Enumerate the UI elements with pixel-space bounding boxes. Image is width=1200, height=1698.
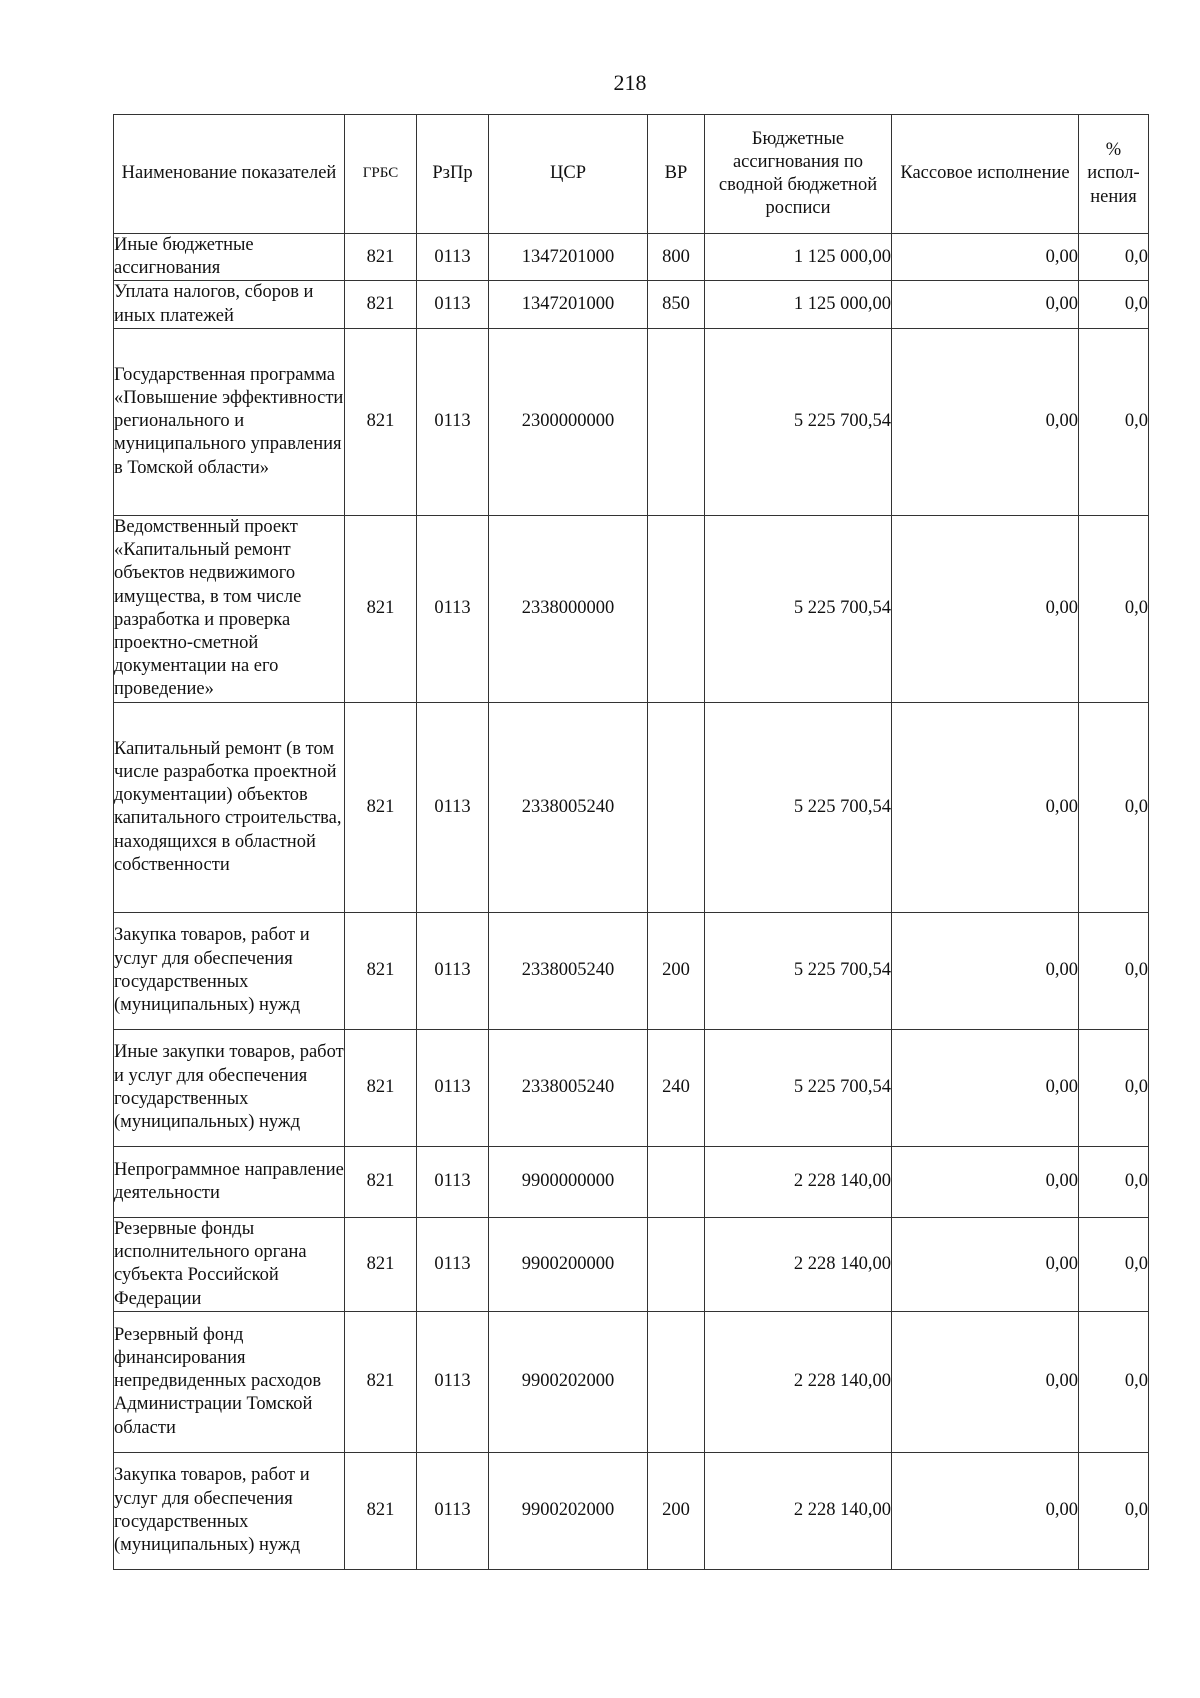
- row-grbs: 821: [345, 281, 417, 328]
- row-rzpr: 0113: [417, 515, 489, 702]
- row-percent: 0,0: [1079, 1217, 1149, 1311]
- row-vr: [648, 515, 705, 702]
- row-vr: [648, 1146, 705, 1217]
- table-row: [114, 234, 1149, 281]
- row-grbs: 821: [345, 515, 417, 702]
- row-budget: 5 225 700,54: [705, 1029, 892, 1146]
- row-rzpr: 0113: [417, 328, 489, 515]
- row-name: Государственная программа «Повышение эффективности регионального и муниципального управления в Томской области»: [114, 328, 345, 515]
- row-budget: 2 228 140,00: [705, 1217, 892, 1311]
- table-row: [114, 912, 1149, 1029]
- row-rzpr: 0113: [417, 281, 489, 328]
- table-row: [114, 328, 1149, 515]
- row-grbs: 821: [345, 912, 417, 1029]
- table-row: [114, 1217, 1149, 1311]
- row-csr: 9900000000: [489, 1146, 648, 1217]
- header-vr: ВР: [648, 115, 705, 234]
- table-row: [114, 1452, 1149, 1569]
- row-csr: 9900202000: [489, 1311, 648, 1452]
- row-name: Уплата налогов, сборов и иных платежей: [114, 281, 345, 328]
- row-budget: 1 125 000,00: [705, 281, 892, 328]
- row-grbs: 821: [345, 702, 417, 912]
- row-name: Непрограммное направление деятельности: [114, 1146, 345, 1217]
- row-name: Иные закупки товаров, работ и услуг для обеспечения государственных (муниципальных) нужд: [114, 1029, 345, 1146]
- row-grbs: 821: [345, 1217, 417, 1311]
- row-cash: 0,00: [892, 234, 1079, 281]
- page-number: 218: [613, 70, 647, 95]
- row-name: Ведомственный проект «Капитальный ремонт объектов недвижимого имущества, в том числе разработка и проверка проектно-сметной документации на его проведение»: [114, 515, 345, 702]
- row-percent: 0,0: [1079, 1029, 1149, 1146]
- row-grbs: 821: [345, 1029, 417, 1146]
- table-row: [114, 1311, 1149, 1452]
- row-name: Капитальный ремонт (в том числе разработка проектной документации) объектов капитального строительства, находящихся в областной собственности: [114, 702, 345, 912]
- row-csr: 2338005240: [489, 912, 648, 1029]
- row-cash: 0,00: [892, 1029, 1079, 1146]
- table-header-row: [114, 115, 1149, 234]
- row-budget: 2 228 140,00: [705, 1452, 892, 1569]
- row-budget: 2 228 140,00: [705, 1311, 892, 1452]
- row-grbs: 821: [345, 1146, 417, 1217]
- row-grbs: 821: [345, 1452, 417, 1569]
- row-csr: 2338005240: [489, 1029, 648, 1146]
- row-percent: 0,0: [1079, 912, 1149, 1029]
- row-budget: 5 225 700,54: [705, 515, 892, 702]
- row-grbs: 821: [345, 1311, 417, 1452]
- budget-execution-table: [113, 114, 1149, 1570]
- header-rzpr: РзПр: [417, 115, 489, 234]
- row-name: Иные бюджетные ассигнования: [114, 234, 345, 281]
- row-vr: 850: [648, 281, 705, 328]
- table-row: [114, 702, 1149, 912]
- row-vr: [648, 1311, 705, 1452]
- row-name: Закупка товаров, работ и услуг для обеспечения государственных (муниципальных) нужд: [114, 912, 345, 1029]
- row-grbs: 821: [345, 328, 417, 515]
- row-rzpr: 0113: [417, 1452, 489, 1569]
- row-percent: 0,0: [1079, 702, 1149, 912]
- row-budget: 5 225 700,54: [705, 912, 892, 1029]
- row-rzpr: 0113: [417, 1029, 489, 1146]
- table-row: [114, 515, 1149, 702]
- row-csr: 9900200000: [489, 1217, 648, 1311]
- table-row: [114, 1029, 1149, 1146]
- row-vr: 800: [648, 234, 705, 281]
- row-csr: 1347201000: [489, 234, 648, 281]
- row-percent: 0,0: [1079, 515, 1149, 702]
- row-cash: 0,00: [892, 1311, 1079, 1452]
- row-cash: 0,00: [892, 515, 1079, 702]
- row-vr: [648, 1217, 705, 1311]
- row-csr: 1347201000: [489, 281, 648, 328]
- row-rzpr: 0113: [417, 702, 489, 912]
- row-vr: [648, 328, 705, 515]
- row-name: Закупка товаров, работ и услуг для обеспечения государственных (муниципальных) нужд: [114, 1452, 345, 1569]
- row-vr: [648, 702, 705, 912]
- row-budget: 2 228 140,00: [705, 1146, 892, 1217]
- row-rzpr: 0113: [417, 1217, 489, 1311]
- row-percent: 0,0: [1079, 1452, 1149, 1569]
- row-rzpr: 0113: [417, 912, 489, 1029]
- row-csr: 2300000000: [489, 328, 648, 515]
- row-grbs: 821: [345, 234, 417, 281]
- row-cash: 0,00: [892, 1146, 1079, 1217]
- header-percent: % испол-нения: [1079, 115, 1149, 234]
- row-cash: 0,00: [892, 1452, 1079, 1569]
- row-vr: 240: [648, 1029, 705, 1146]
- row-vr: 200: [648, 1452, 705, 1569]
- row-budget: 5 225 700,54: [705, 328, 892, 515]
- row-cash: 0,00: [892, 702, 1079, 912]
- row-cash: 0,00: [892, 1217, 1079, 1311]
- row-percent: 0,0: [1079, 234, 1149, 281]
- row-cash: 0,00: [892, 281, 1079, 328]
- header-cash: Кассовое исполнение: [892, 115, 1079, 234]
- row-name: Резервный фонд финансирования непредвиденных расходов Администрации Томской области: [114, 1311, 345, 1452]
- row-csr: 2338005240: [489, 702, 648, 912]
- row-vr: 200: [648, 912, 705, 1029]
- row-cash: 0,00: [892, 912, 1079, 1029]
- row-percent: 0,0: [1079, 281, 1149, 328]
- row-rzpr: 0113: [417, 234, 489, 281]
- row-name: Резервные фонды исполнительного органа субъекта Российской Федерации: [114, 1217, 345, 1311]
- row-rzpr: 0113: [417, 1146, 489, 1217]
- table-row: [114, 1146, 1149, 1217]
- row-csr: 9900202000: [489, 1452, 648, 1569]
- row-budget: 1 125 000,00: [705, 234, 892, 281]
- header-budget: Бюджетные ассигнования по сводной бюджетной росписи: [705, 115, 892, 234]
- row-percent: 0,0: [1079, 1146, 1149, 1217]
- header-csr: ЦСР: [489, 115, 648, 234]
- table-row: [114, 281, 1149, 328]
- header-grbs: ГРБС: [345, 115, 417, 234]
- row-percent: 0,0: [1079, 328, 1149, 515]
- row-csr: 2338000000: [489, 515, 648, 702]
- row-cash: 0,00: [892, 328, 1079, 515]
- row-rzpr: 0113: [417, 1311, 489, 1452]
- header-name: Наименование показателей: [114, 115, 345, 234]
- row-percent: 0,0: [1079, 1311, 1149, 1452]
- row-budget: 5 225 700,54: [705, 702, 892, 912]
